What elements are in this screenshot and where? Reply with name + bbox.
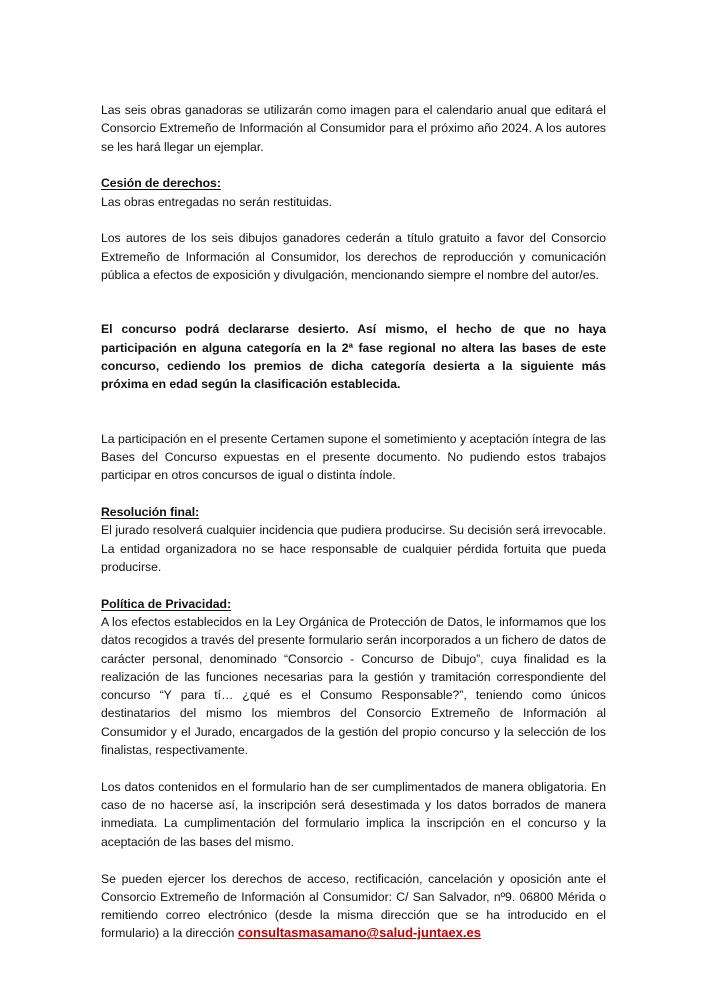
- autores-paragraph: Los autores de los seis dibujos ganadores cederán a título gratuito a favor del Consorcio Extremeño de Información al Consumidor, los derechos de reproducción y comunicación pública a efectos de exposición y divulgación, mencionando siempre el nombre del autor/es.: [101, 231, 606, 283]
- spacer: [101, 484, 606, 503]
- resolucion-heading: Resolución final:: [101, 504, 200, 519]
- spacer: [101, 211, 606, 230]
- spacer: [101, 576, 606, 595]
- spacer: [101, 156, 606, 175]
- email-link[interactable]: consultasmasamano@salud-juntaex.es: [237, 925, 481, 941]
- datos-paragraph: Los datos contenidos en el formulario han de ser cumplimentados de manera obligatoria. En caso de no hacerse así, la inscripción será desestimada y los datos borrados de manera inmediata. La cumplimentación del formulario implica la inscripción en el concurso y la aceptación de las bases del mismo.: [101, 779, 606, 849]
- derechos-text: Se pueden ejercer los derechos de acceso, rectificación, cancelación y oposición ante el Consorcio Extremeño de Información al Consumidor: C/ San Salvador, nº9. 06800 Mérida o remitiendo correo electrónico (desde la misma dirección que se ha introducido en el formulario) a la dirección: [101, 871, 606, 941]
- spacer: [101, 759, 606, 778]
- privacidad-heading: Política de Privacidad:: [101, 596, 232, 611]
- privacidad-text: A los efectos establecidos en la Ley Orgánica de Protección de Datos, le informamos que los datos recogidos a través del presente formulario serán incorporados a un fichero de datos de carácter personal, denominado “Consorcio - Concurso de Dibujo”, cuya finalidad es la realización de las funciones necesarias para la gestión y tramitación correspondiente del concurso “Y para tí… ¿qué es el Consumo Responsable?”, teniendo como únicos destinatarios del mismo los miembros del Consorcio Extremeño de Información al Consumidor y el Jurado, encargados de la gestión del propio concurso y la selección de los finalistas, respectivamente.: [101, 614, 606, 758]
- document-page: [101, 101, 606, 943]
- intro-paragraph: Las seis obras ganadoras se utilizarán como imagen para el calendario anual que editará el Consorcio Extremeño de Información al Consumidor para el próximo año 2024. A los autores se les hará llegar un ejemplar.: [101, 103, 606, 154]
- participacion-paragraph: La participación en el presente Certamen supone el sometimiento y aceptación íntegra de las Bases del Concurso expuestas en el presente documento. No pudiendo estos trabajos participar en otros concursos de igual o distinta índole.: [101, 431, 606, 483]
- cesion-heading: Cesión de derechos:: [101, 176, 221, 191]
- resolucion-text: El jurado resolverá cualquier incidencia que pudiera producirse. Su decisión será irrevocable. La entidad organizadora no se hace responsable de cualquier pérdida fortuita que pueda producirse.: [101, 523, 606, 574]
- derechos-paragraph: [101, 870, 606, 943]
- spacer: [101, 851, 606, 870]
- cesion-text: Las obras entregadas no serán restituidas.: [101, 194, 333, 209]
- desierto-paragraph: El concurso podrá declararse desierto. Así mismo, el hecho de que no haya participación en alguna categoría en la 2ª fase regional no altera las bases de este concurso, cediendo los premios de dicha categoría desierta a la siguiente más próxima en edad según la clasificación establecida.: [101, 322, 606, 392]
- spacer: [101, 284, 606, 320]
- spacer: [101, 394, 606, 430]
